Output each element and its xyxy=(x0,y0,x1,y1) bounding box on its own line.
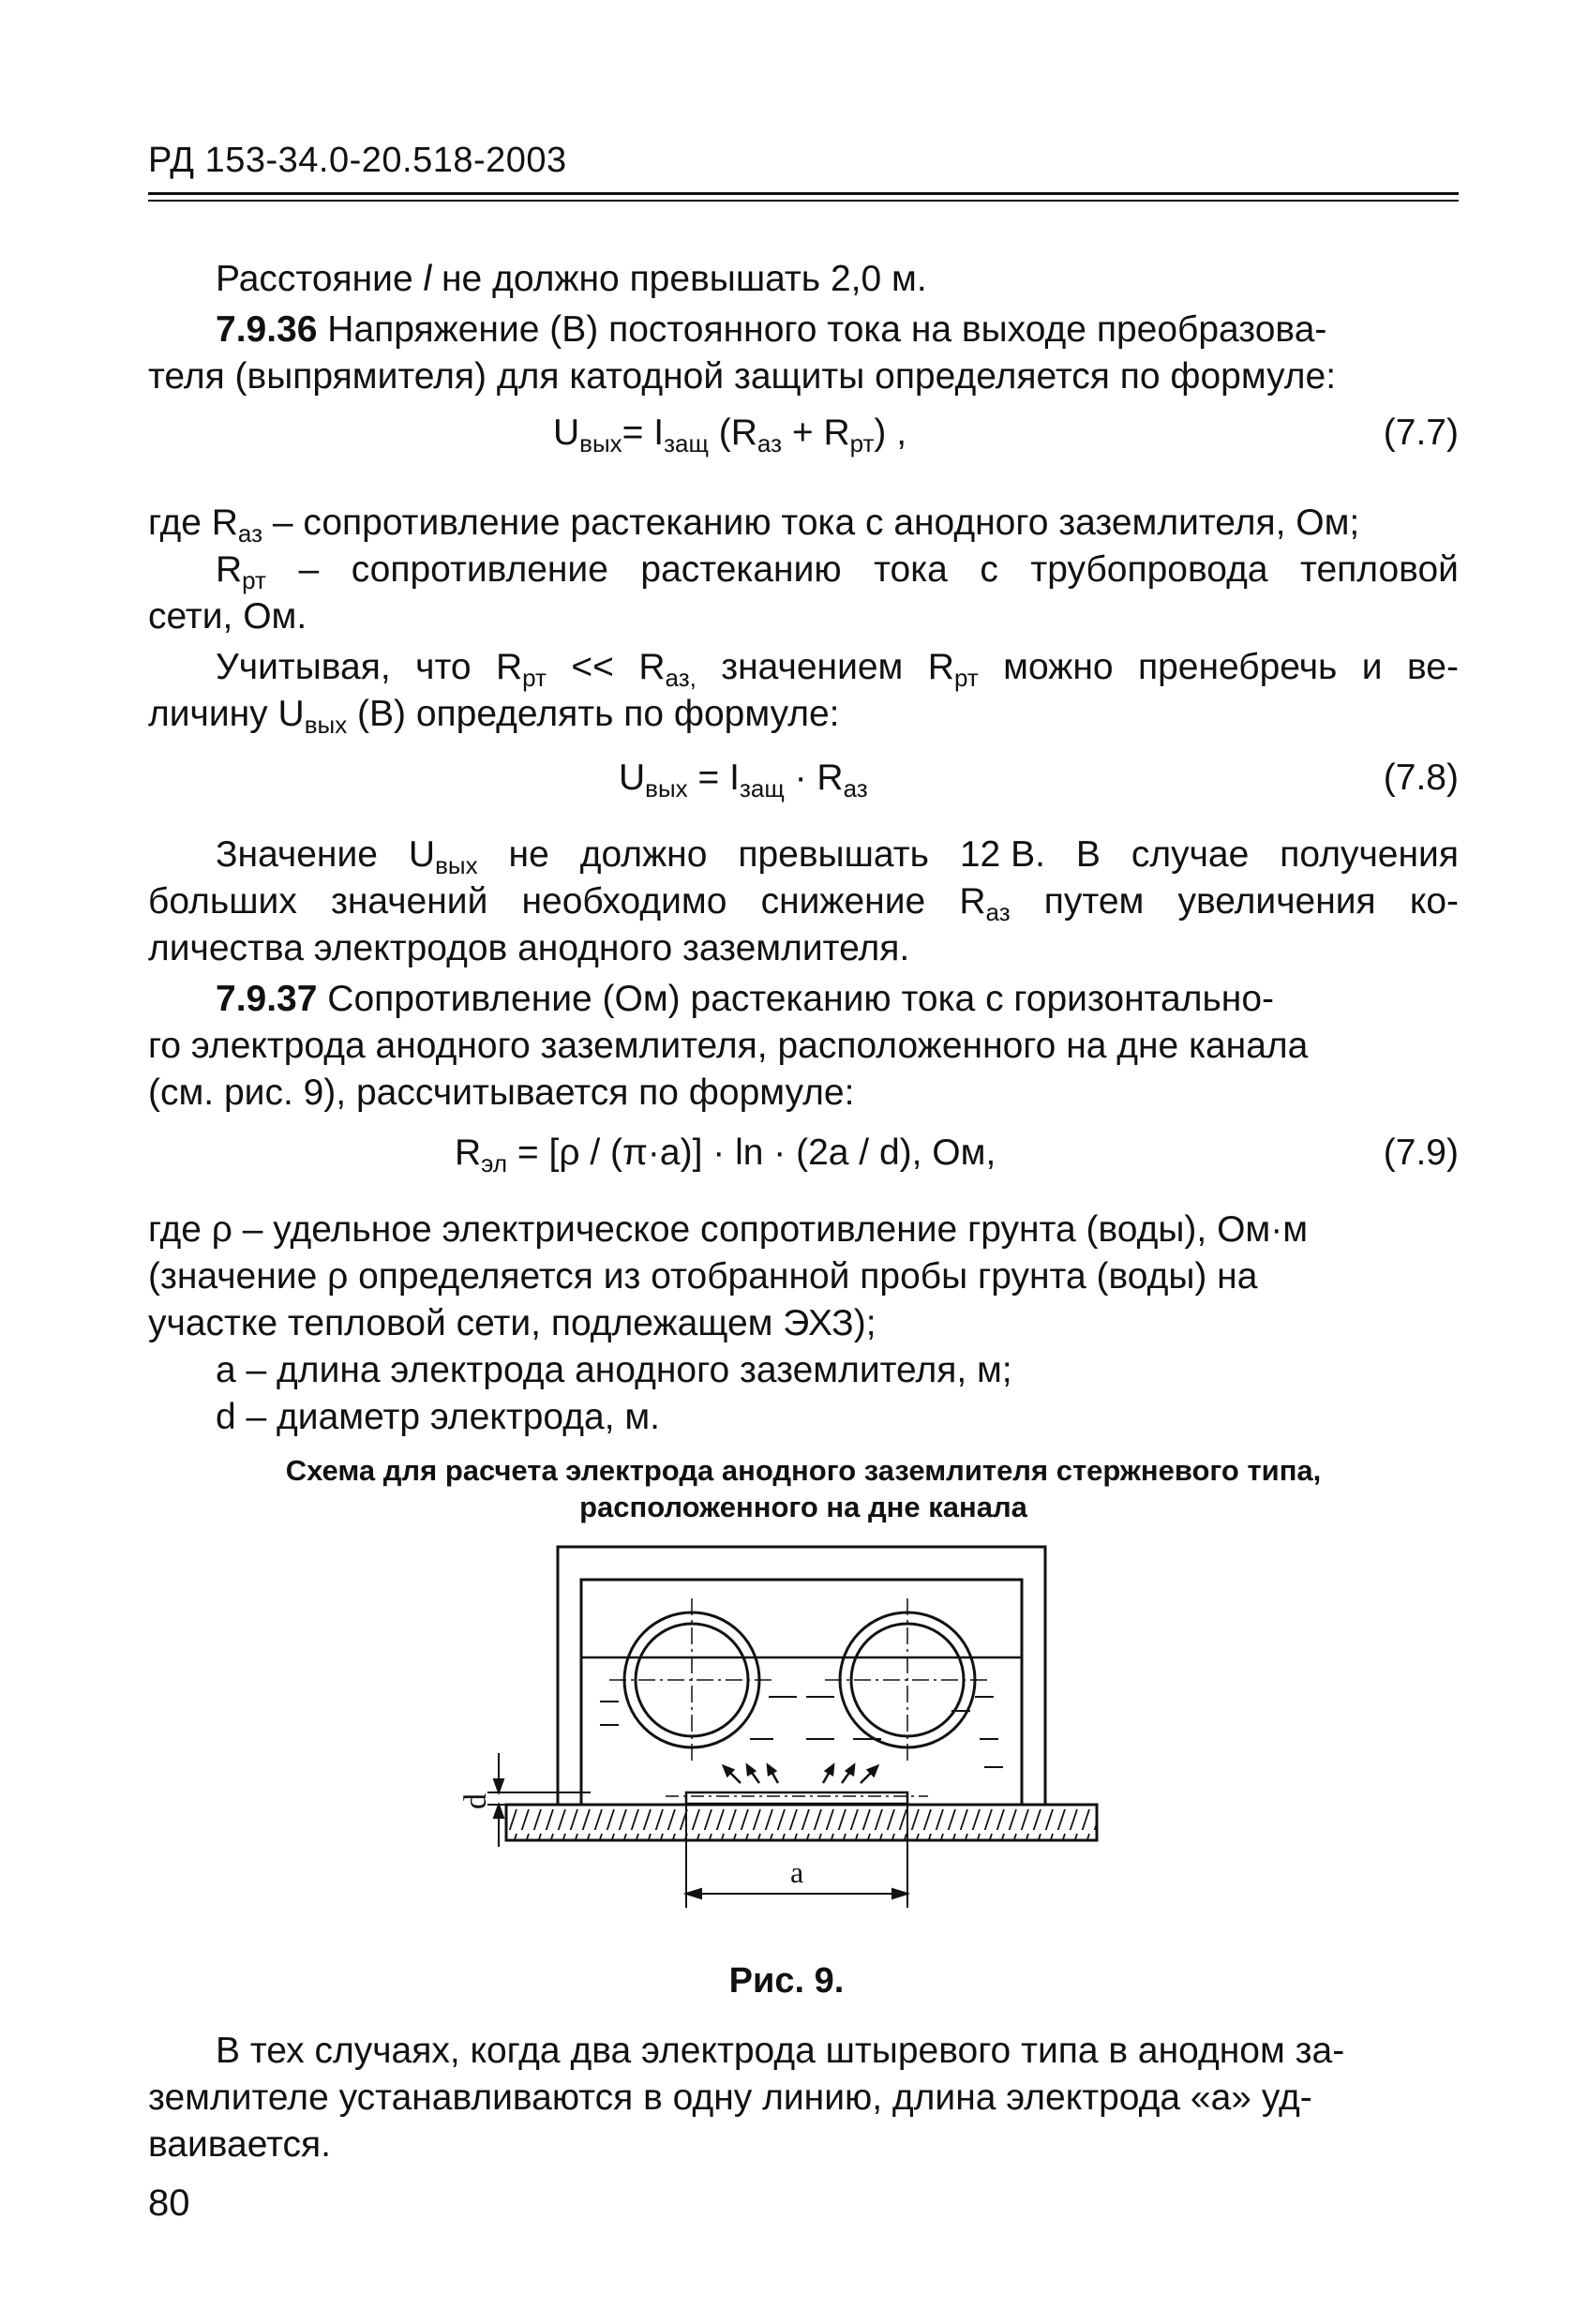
sym: U xyxy=(553,412,580,453)
label-d: d xyxy=(458,1793,493,1809)
paragraph-distance xyxy=(216,261,927,297)
text: Напряжение (В) постоянного тока на выходе преобразова- xyxy=(327,309,1327,350)
text: где R xyxy=(148,502,238,543)
sym: U xyxy=(408,834,436,875)
sub: аз xyxy=(237,519,263,547)
section-7-9-36 xyxy=(216,311,1326,348)
sym: = I xyxy=(687,757,740,798)
final-line2: землителе устанавливаются в одну линию, длина электрода «a» уд- xyxy=(148,2077,1312,2118)
where-rrt-line2: сети, Ом. xyxy=(148,596,307,637)
sym: + R xyxy=(782,412,850,453)
figure-label: Рис. 9. xyxy=(728,1961,845,2001)
word: В xyxy=(1075,834,1101,875)
pipe-right xyxy=(825,1598,990,1762)
sym-raz xyxy=(959,881,1011,926)
sym: = I xyxy=(622,412,665,453)
word: ко- xyxy=(1409,881,1459,922)
word: не xyxy=(508,834,549,875)
where-d: d – диаметр электрода, м. xyxy=(216,1397,661,1437)
sub: защ xyxy=(739,774,785,802)
sym: R xyxy=(455,1132,482,1173)
page-header: РД 153-34.0-20.518-2003 xyxy=(148,141,567,180)
text: – сопротивление растеканию тока с анодного заземлителя, Ом; xyxy=(262,502,1360,543)
sym: ) , xyxy=(874,412,907,453)
section-7-9-36-line2: теля (выпрямителя) для катодной защиты определяется по формуле: xyxy=(148,356,1337,397)
value-line2 xyxy=(148,881,1459,926)
equation-7-9 xyxy=(455,1132,996,1177)
water-dashes xyxy=(600,1697,1003,1767)
sym: (R xyxy=(708,412,757,453)
page-number: 80 xyxy=(148,2182,190,2224)
anode-electrode-diagram xyxy=(458,1537,1125,1931)
word: сопротивление xyxy=(351,549,608,590)
sym: U xyxy=(619,757,646,798)
sub: вых xyxy=(435,851,478,879)
final-line1: В тех случаях, когда два электрода штыревого типа в анодном за- xyxy=(216,2031,1345,2071)
equation-number-7-8: (7.8) xyxy=(1383,757,1459,798)
sym-rrt xyxy=(216,549,266,594)
ground-layer xyxy=(506,1805,1097,1840)
sym-raz xyxy=(638,647,697,692)
where-rho-line1: где ρ – удельное электрическое сопротивление грунта (воды), Ом·м xyxy=(148,1209,1309,1250)
sym: = [ρ / (π·a)] · ln · (2a / d), Ом, xyxy=(507,1132,996,1173)
sub: защ xyxy=(664,429,709,457)
word: что xyxy=(415,647,472,687)
caption-line: расположенного на дне канала xyxy=(579,1490,1027,1523)
sym: << xyxy=(571,647,614,687)
sub: аз xyxy=(757,429,782,457)
word: путем xyxy=(1043,881,1145,922)
word: получения xyxy=(1280,834,1459,875)
text: (В) определять по формуле: xyxy=(347,694,840,734)
equation-7-7 xyxy=(553,412,907,457)
equation-7-8 xyxy=(619,757,868,802)
header-rule-secondary xyxy=(148,200,1459,202)
word: можно xyxy=(1003,647,1114,687)
word: с xyxy=(980,549,998,590)
header-rule xyxy=(148,192,1459,195)
equation-number-7-7: (7.7) xyxy=(1383,412,1459,453)
final-line3: ваивается. xyxy=(148,2124,331,2165)
where-a: a – длина электрода анодного заземлителя, м; xyxy=(216,1350,1012,1390)
sub: эл xyxy=(481,1149,508,1177)
where-rho-line3: участке тепловой сети, подлежащем ЭХЗ); xyxy=(148,1303,876,1343)
word: 12 В. xyxy=(959,834,1045,875)
text: Расстояние xyxy=(216,259,424,299)
sym: R xyxy=(927,647,954,687)
sub: рт xyxy=(849,429,875,457)
sym: R xyxy=(495,647,523,687)
section-7-9-37 xyxy=(216,981,1274,1017)
sub: рт xyxy=(242,566,266,594)
sym-uvyh xyxy=(408,834,478,879)
pipe-left xyxy=(609,1598,774,1762)
word: значений xyxy=(330,881,488,922)
sym: R xyxy=(216,549,243,590)
word: тока xyxy=(874,549,948,590)
sub: рт xyxy=(953,664,979,692)
var-l: l xyxy=(423,259,432,299)
value-line3: личества электродов анодного заземлителя. xyxy=(148,928,910,968)
text: не должно превышать 2,0 м. xyxy=(431,259,927,299)
sub: вых xyxy=(304,711,348,739)
sub: вых xyxy=(579,429,622,457)
considering-line2 xyxy=(148,694,840,739)
word: ве- xyxy=(1406,647,1459,687)
word: пренебречь xyxy=(1137,647,1338,687)
section-7-9-37-line2: го электрода анодного заземлителя, расположенного на дне канала xyxy=(148,1026,1309,1066)
text: Сопротивление (Ом) растеканию тока с горизонтально- xyxy=(327,979,1275,1019)
sub: вых xyxy=(645,774,688,802)
section-number: 7.9.36 xyxy=(216,309,318,350)
caption-line: Схема для расчета электрода анодного заземлителя стержневого типа, xyxy=(285,1454,1322,1487)
label-a: a xyxy=(790,1855,804,1889)
word: необходимо xyxy=(521,881,727,922)
word: увеличения xyxy=(1177,881,1376,922)
section-7-9-37-line3: (см. рис. 9), рассчитывается по формуле: xyxy=(148,1072,855,1113)
word: тепловой xyxy=(1300,549,1459,590)
word: превышать xyxy=(738,834,929,875)
sym: · R xyxy=(784,757,844,798)
text: личину U xyxy=(148,694,305,734)
word: значением xyxy=(721,647,904,687)
figure-caption xyxy=(148,1453,1459,1526)
word: больших xyxy=(148,881,297,922)
sub: аз, xyxy=(665,664,697,692)
sym-rrt xyxy=(495,647,547,692)
sym: R xyxy=(638,647,666,687)
electrode xyxy=(686,1792,907,1804)
considering-line1 xyxy=(216,647,1459,692)
sym: R xyxy=(959,881,986,922)
sym-rrt xyxy=(927,647,979,692)
section-number: 7.9.37 xyxy=(216,979,318,1019)
channel-cover xyxy=(558,1547,1045,1805)
sub: рт xyxy=(522,664,547,692)
current-arrows xyxy=(724,1765,877,1783)
dash: – xyxy=(298,549,320,590)
equation-number-7-9: (7.9) xyxy=(1383,1132,1459,1173)
value-line1 xyxy=(216,834,1459,879)
sub: аз xyxy=(843,774,868,802)
word: трубопровода xyxy=(1030,549,1268,590)
word: должно xyxy=(579,834,708,875)
sub: аз xyxy=(985,898,1011,926)
word: Значение xyxy=(216,834,378,875)
where-rrt xyxy=(216,549,1459,594)
word: растеканию xyxy=(640,549,842,590)
word: снижение xyxy=(760,881,926,922)
where-rho-line2: (значение ρ определяется из отобранной пробы грунта (воды) на xyxy=(148,1256,1258,1297)
where-raz xyxy=(148,502,1360,547)
word: и xyxy=(1361,647,1383,687)
word: случае xyxy=(1131,834,1250,875)
word: Учитывая, xyxy=(216,647,391,687)
